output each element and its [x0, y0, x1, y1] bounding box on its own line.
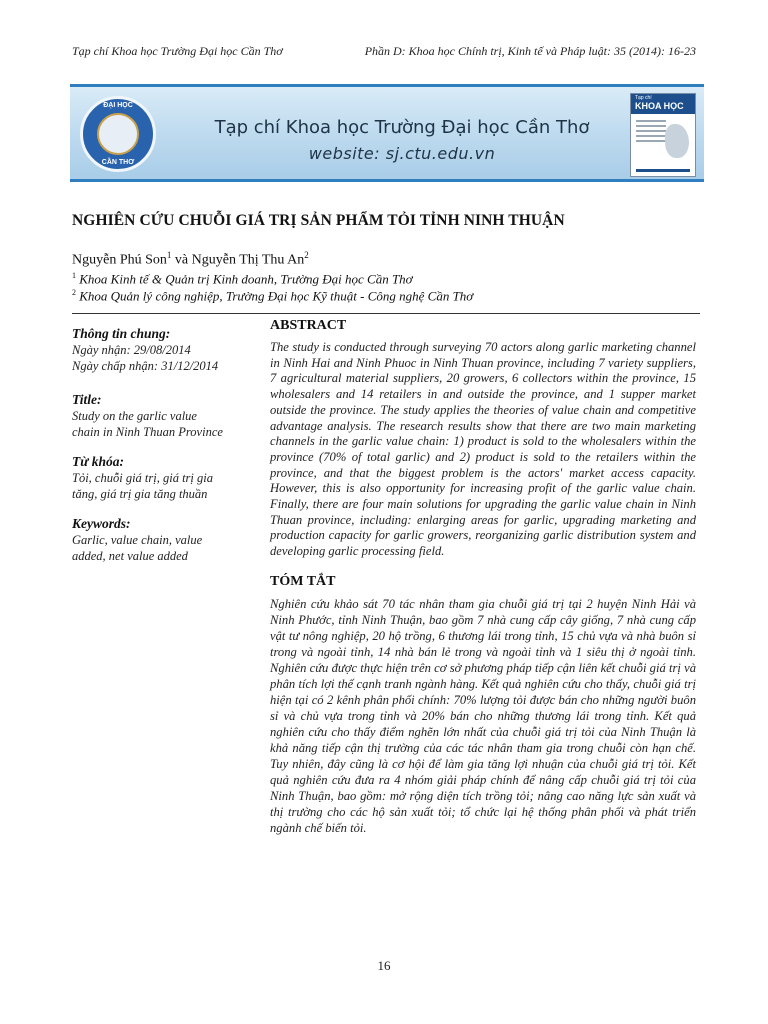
banner-website: website: sj.ctu.edu.vn — [308, 144, 496, 163]
general-info-block — [72, 326, 252, 374]
author-2: Nguyễn Thị Thu An — [191, 252, 305, 268]
article-info-sidebar — [72, 326, 252, 578]
vietnamese-keywords-line: Tỏi, chuỗi giá trị, giá trị gia — [72, 471, 213, 485]
tomtat-heading: TÓM TẮT — [270, 573, 336, 589]
author-join: và — [171, 252, 192, 268]
cover-text-lines — [636, 120, 666, 145]
cover-map-icon — [665, 124, 689, 158]
keywords-block — [72, 516, 252, 564]
seal-emblem-icon — [97, 113, 139, 155]
cover-kicker: Tạp chí — [635, 95, 652, 101]
cover-footer-bar — [636, 169, 690, 172]
keywords-line: Garlic, value chain, value — [72, 533, 203, 547]
paper-title: NGHIÊN CỨU CHUỖI GIÁ TRỊ SẢN PHẨM TỎI TỈNH NINH THUẬN — [72, 212, 565, 229]
top-rule — [72, 313, 700, 314]
english-title-block — [72, 392, 252, 440]
keywords-line: added, net value added — [72, 549, 188, 563]
affiliation-1-mark: 1 — [72, 271, 76, 280]
author-1: Nguyễn Phú Son — [72, 252, 167, 268]
affiliation-1 — [72, 271, 413, 287]
vietnamese-keywords-block — [72, 454, 252, 502]
english-title-line: chain in Ninh Thuan Province — [72, 425, 223, 439]
banner-title: Tạp chí Khoa học Trường Đại học Cần Thơ — [214, 117, 590, 138]
received-date: Ngày nhận: 29/08/2014 — [72, 343, 191, 357]
seal-text-top: ĐẠI HỌC — [103, 102, 133, 109]
general-info-heading: Thông tin chung: — [72, 326, 171, 341]
journal-banner — [70, 84, 704, 182]
keywords-heading: Keywords: — [72, 516, 131, 531]
seal-text-bottom: CẦN THƠ — [101, 159, 135, 166]
author-1-mark: 1 — [166, 250, 172, 260]
abstract-heading: ABSTRACT — [270, 318, 347, 333]
accepted-date: Ngày chấp nhận: 31/12/2014 — [72, 359, 219, 373]
author-2-mark: 2 — [304, 250, 309, 260]
affiliation-1-text: Khoa Kinh tế & Quản trị Kinh doanh, Trường Đại học Cần Thơ — [76, 271, 413, 287]
journal-cover-thumbnail — [630, 93, 696, 177]
affiliation-2 — [72, 288, 473, 304]
english-title-line: Study on the garlic value — [72, 409, 197, 423]
abstract-text: The study is conducted through surveying 70 actors along garlic marketing channel in Ninh Hai and Ninh Phuoc in Ninh Thuan province, including 7 variety suppliers, 7 agricultural material suppliers, 20 growers, 6 collectors within the province, 15 wholesalers and 14 retailers in and outside the province, and 1 supper market outside the province. The study applies the theories of value chain and competitive advantage analysis. The research results show that there are two main marketing channels in the garlic value chain: 1) product is sold to the wholesalers within the province (70% of total garlic) and 2) product is sold to the retailers within the province, and that the biggest problem is the actors' market access capacity. However, this is also opportunity for increasing profit of the garlic value chain. Finally, there are four main solutions for upgrading the garlic value chain in Ninh Thuan province, including: enlarging areas for garlic, upgrading marketing and production capacity for garlic growers, reorganizing garlic distribution system and developing garlic processing field. — [270, 340, 696, 559]
tomtat-text: Nghiên cứu khảo sát 70 tác nhân tham gia chuỗi giá trị tại 2 huyện Ninh Hải và Ninh Phước, tỉnh Ninh Thuận, bao gồm 7 nhà cung cấp cây giống, 7 nhà cung cấp vật tư nông nghiệp, 20 hộ trồng, 6 thương lái trong tỉnh, 15 chủ vựa và nhà buôn sỉ trong và ngoài tỉnh, 14 nhà bán lẻ trong và ngoài tỉnh và 1 siêu thị ở ngoài tỉnh. Nghiên cứu được thực hiện trên cơ sở phương pháp tiếp cận liên kết chuỗi giá trị và phân tích lợi thế cạnh tranh ngành hàng. Kết quả nghiên cứu cho thấy, chuỗi giá trị hiện tại có 2 kênh phân phối chính: 70% lượng tỏi được bán cho những người buôn sỉ và chủ vựa trong tỉnh và 20% bán cho những thương lái trong tỉnh. Kết quả nghiên cứu cho thấy điểm nghẽn lớn nhất của chuỗi giá trị tỏi của Ninh Thuận là khả năng tiếp cận thị trường của các tác nhân tham gia trong chuỗi còn hạn chế. Tuy nhiên, đây cũng là cơ hội để làm gia tăng lợi nhuận của chuỗi giá trị tỏi. Kết quả nghiên cứu đưa ra 4 nhóm giải pháp chính để nâng cấp chuỗi giá trị tỏi của Ninh Thuận, bao gồm: mở rộng diện tích trồng tỏi; nâng cao năng lực sản xuất và thị trường cho các hộ sản xuất tỏi; tổ chức lại hệ thống phân phối và phát triển ngành chế biến tỏi. — [270, 596, 696, 835]
cover-title: KHOA HỌC — [635, 101, 684, 111]
affiliation-2-text: Khoa Quản lý công nghiệp, Trường Đại học Kỹ thuật - Công nghệ Cần Thơ — [76, 288, 474, 304]
author-line — [72, 250, 309, 269]
abstract-column — [270, 318, 696, 836]
page-number: 16 — [377, 958, 391, 973]
affiliation-2-mark: 2 — [72, 288, 76, 297]
journal-name: Tạp chí Khoa học Trường Đại học Cần Thơ — [72, 44, 283, 58]
vietnamese-keywords-heading: Từ khóa: — [72, 454, 124, 469]
running-head — [72, 44, 696, 59]
english-title-heading: Title: — [72, 392, 102, 407]
university-seal-logo — [80, 96, 156, 172]
vietnamese-keywords-line: tăng, giá trị gia tăng thuần — [72, 487, 208, 501]
issue-info: Phần D: Khoa học Chính trị, Kinh tế và Pháp luật: 35 (2014): 16-23 — [364, 44, 696, 58]
